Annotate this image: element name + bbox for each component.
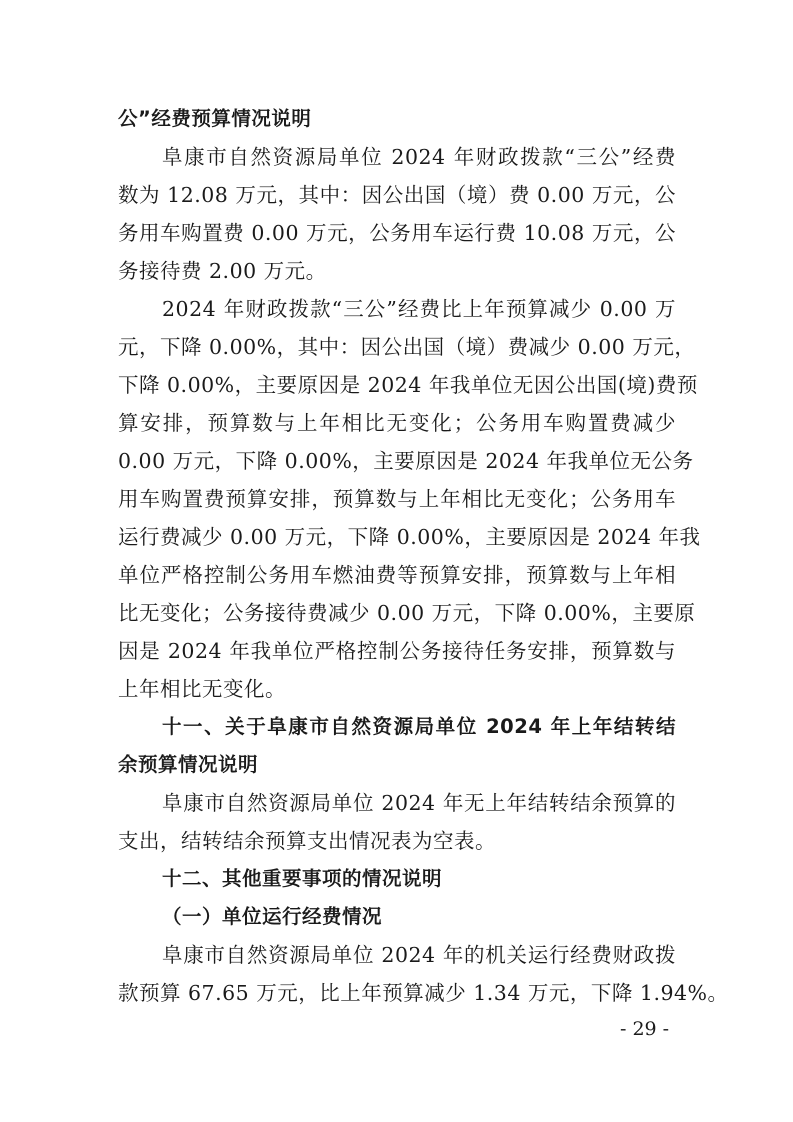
text-line: 算安排，预算数与上年相比无变化；公务用车购置费减少 [118, 411, 676, 435]
text-line: 阜康市自然资源局单位 2024 年无上年结转结余预算的 [162, 791, 676, 815]
text-line: 运行费减少 0.00 万元，下降 0.00%，主要原因是 2024 年我 [118, 525, 701, 549]
text-line: 下降 0.00%，主要原因是 2024 年我单位无因公出国(境)费预 [118, 373, 698, 397]
text-line: 比无变化；公务接待费减少 0.00 万元，下降 0.00%，主要原 [118, 601, 696, 625]
paragraph-three-public-funds [118, 138, 676, 290]
section-11-heading [118, 708, 676, 784]
text-line: 数为 12.08 万元，其中：因公出国（境）费 0.00 万元，公 [118, 183, 676, 207]
paragraph-change-explanation [118, 290, 701, 708]
heading-line: 余预算情况说明 [118, 753, 259, 776]
paragraph-carryover [118, 784, 676, 860]
text-line: 阜康市自然资源局单位 2024 年财政拨款“三公”经费 [162, 145, 676, 169]
document-page [118, 100, 729, 1012]
text-line: 务接待费 2.00 万元。 [118, 259, 327, 283]
text-line: 0.00 万元，下降 0.00%，主要原因是 2024 年我单位无公务 [118, 449, 694, 473]
text-line: 因是 2024 年我单位严格控制公务接待任务安排，预算数与 [118, 639, 676, 663]
heading-line: 十一、关于阜康市自然资源局单位 2024 年上年结转结 [162, 715, 676, 738]
heading-continuation: 公”经费预算情况说明 [118, 107, 312, 130]
text-line: 款预算 67.65 万元，比上年预算减少 1.34 万元，下降 1.94%。 [118, 981, 729, 1005]
subsection-1-heading: （一）单位运行经费情况 [162, 905, 383, 928]
text-line: 支出，结转结余预算支出情况表为空表。 [118, 829, 496, 853]
text-line: 阜康市自然资源局单位 2024 年的机关运行经费财政拨 [162, 943, 676, 967]
text-line: 单位严格控制公务用车燃油费等预算安排，预算数与上年相 [118, 563, 676, 587]
text-line: 2024 年财政拨款“三公”经费比上年预算减少 0.00 万 [162, 297, 676, 321]
text-line: 上年相比无变化。 [118, 677, 286, 701]
section-12-heading: 十二、其他重要事项的情况说明 [162, 867, 443, 890]
page-number: - 29 - [620, 1018, 670, 1040]
text-line: 用车购置费预算安排，预算数与上年相比无变化；公务用车 [118, 487, 676, 511]
paragraph-operating-funds [118, 936, 729, 1012]
text-line: 务用车购置费 0.00 万元，公务用车运行费 10.08 万元，公 [118, 221, 676, 245]
text-line: 元，下降 0.00%，其中：因公出国（境）费减少 0.00 万元， [118, 335, 696, 359]
